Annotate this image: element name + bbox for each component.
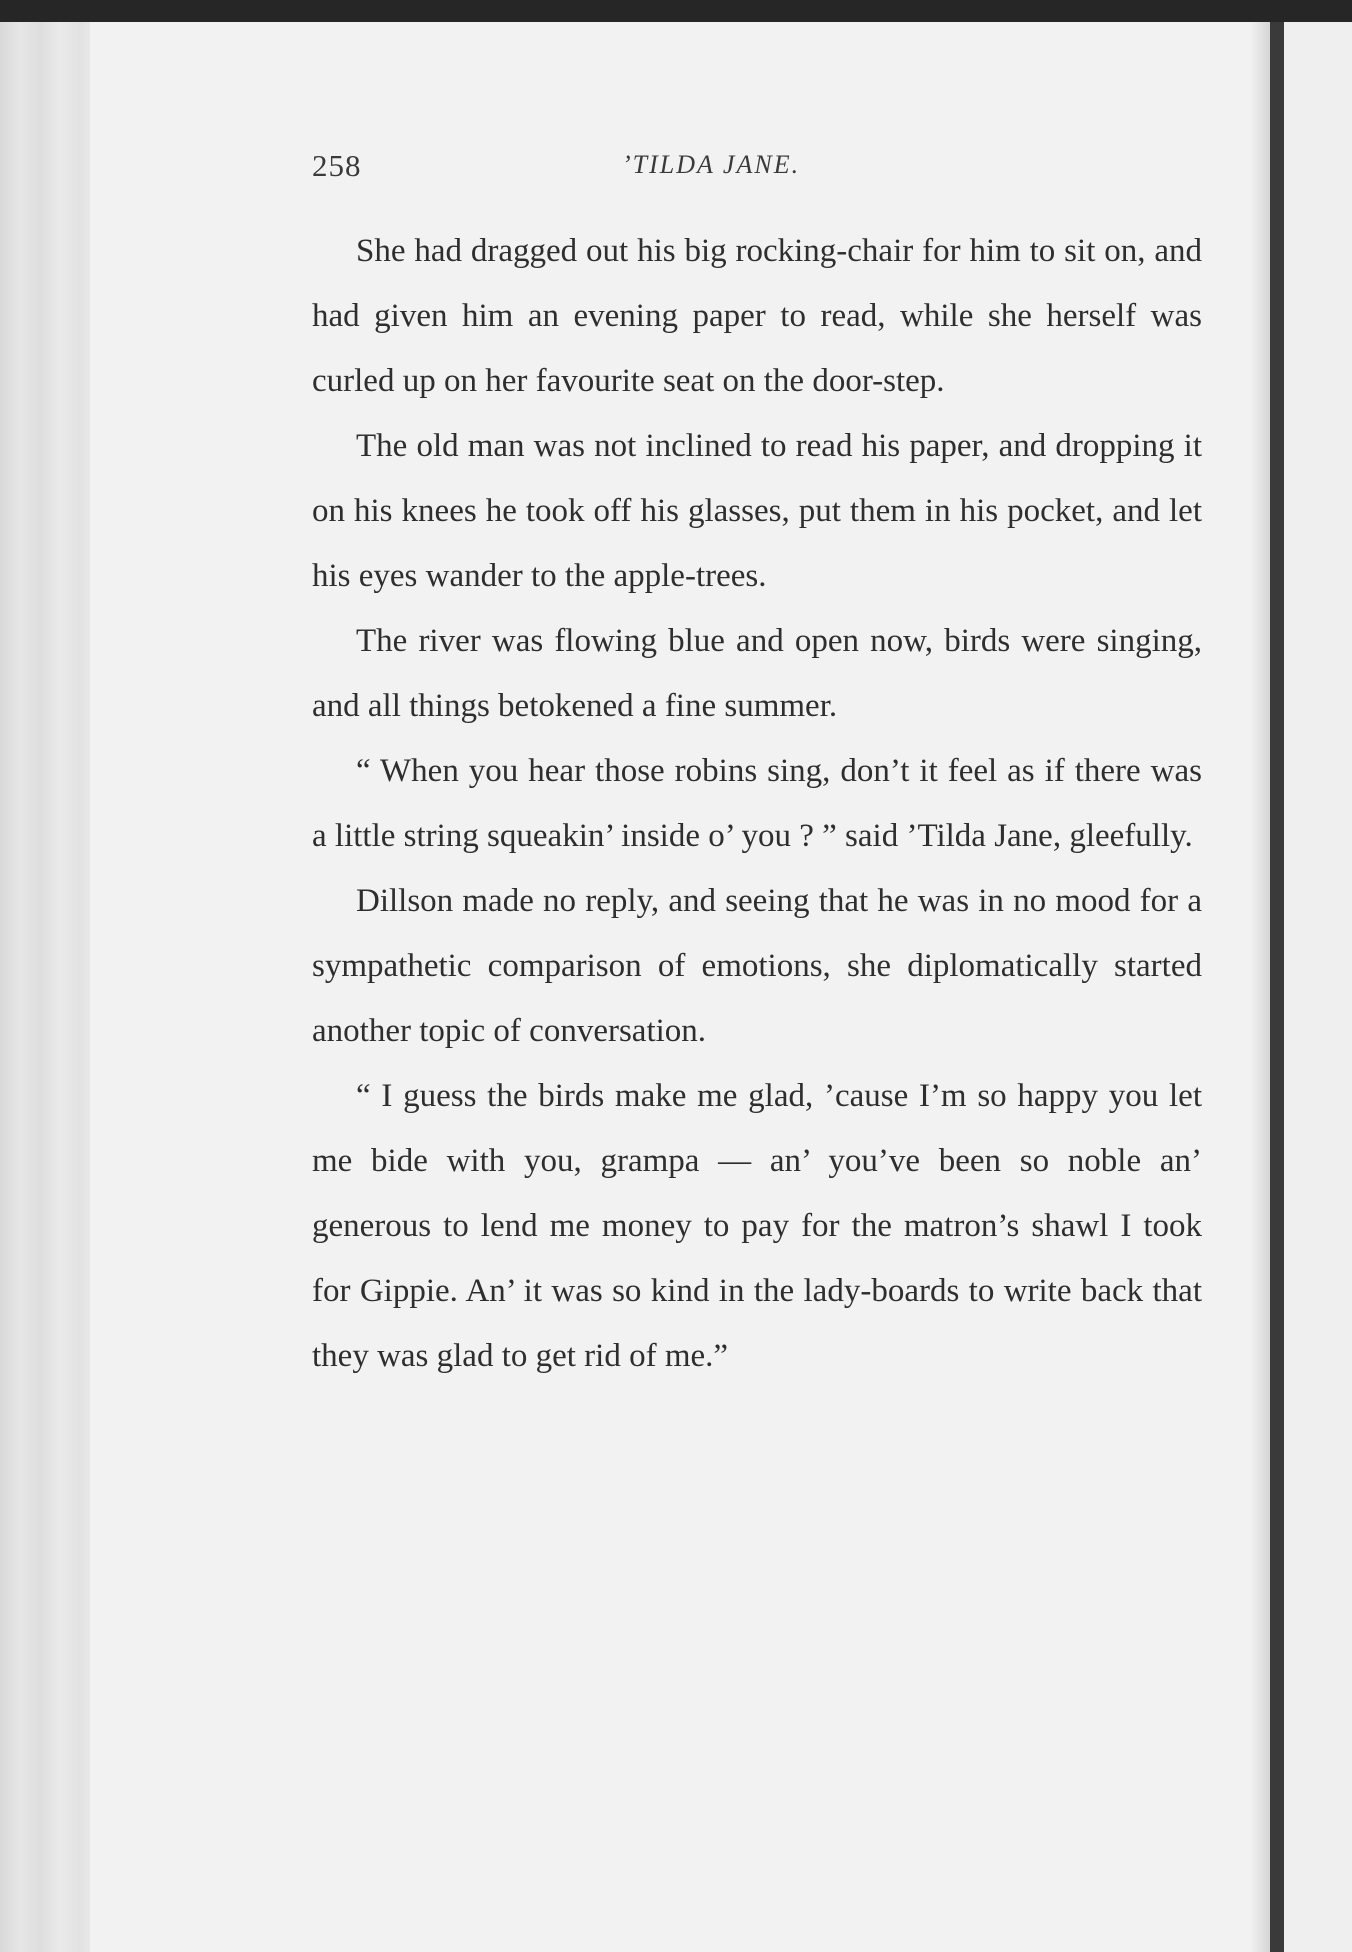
binding-edge — [1270, 22, 1284, 1952]
page-gutter-shadow — [1250, 22, 1270, 1952]
page-header — [312, 148, 1202, 188]
paragraph: The river was flowing blue and open now, birds were singing, and all things betokened a fine summer. — [312, 623, 1202, 724]
page-number: 258 — [312, 148, 362, 183]
paragraph: She had dragged out his big rocking-chair for him to sit on, and had given him an evening paper to read, while she herself was curled up on her favourite seat on the door-step. — [312, 233, 1202, 399]
left-page-edges — [0, 22, 96, 1952]
running-head: ’TILDA JANE. — [622, 150, 801, 179]
body-text — [312, 219, 1202, 1389]
paragraph: “ I guess the birds make me glad, ’cause I’m so happy you let me bide with you, grampa — an’ you’ve been so noble an’ generous to lend me money to pay for the matron’s shawl I took for Gippie. An’ it was so kind in the lady-boards to write back that they was glad to get rid of me.” — [312, 1078, 1202, 1374]
facing-page-edge — [1284, 22, 1352, 1952]
paragraph: Dillson made no reply, and seeing that he was in no mood for a sympathetic comparison of emotions, she diplomatically started another topic of conversation. — [312, 883, 1202, 1049]
paragraph: “ When you hear those robins sing, don’t it feel as if there was a little string squeakin’ inside o’ you ? ” said ’Tilda Jane, gleefully. — [312, 753, 1202, 854]
paragraph: The old man was not inclined to read his paper, and dropping it on his knees he took off his glasses, put them in his pocket, and let his eyes wander to the apple-trees. — [312, 428, 1202, 594]
